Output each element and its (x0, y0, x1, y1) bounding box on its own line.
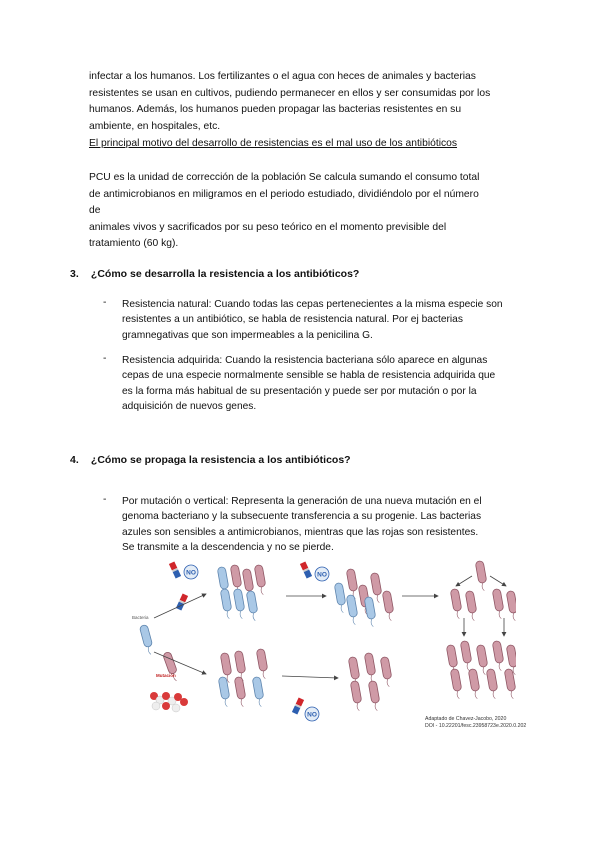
text-line: Por mutación o vertical: Representa la generación de una nueva mutación en el (122, 496, 482, 507)
section-4-heading (70, 454, 351, 466)
svg-text:NO: NO (307, 711, 317, 719)
bacteria-group-selected (334, 568, 395, 627)
bullet-vertical-mutation (122, 494, 514, 555)
antibiotic-icon (292, 697, 304, 714)
text-line: adquisición de nuevos genes. (122, 400, 257, 412)
bullet-acquired-resistance (122, 353, 514, 414)
text-line: genoma bacteriano y la subsecuente transferencia a su progenie. Las bacterias (122, 511, 482, 523)
text-line: infectar a los humanos. Los fertilizantes o el agua con heces de animales y bacterias (89, 71, 476, 82)
vertical-transfer-figure (126, 556, 516, 736)
text-line: Se transmite a la descendencia y no se pierde. (122, 541, 334, 553)
descendant-tree (446, 560, 516, 699)
text-line: gramnegativas que son impermeables a la penicilina G. (122, 329, 373, 341)
text-line: cepas de una especie normalmente sensible se habla de resistencia adquirida que (122, 370, 496, 382)
citation-doi: DOI - 10.22201/fesc.23958723e.2020.0.202 (425, 723, 527, 729)
figure-citation (425, 716, 526, 730)
bacteria-group-sensitive (217, 564, 267, 621)
dna-sphere-cluster (150, 692, 188, 712)
bullet-dash: - (103, 297, 107, 308)
section-title: ¿Cómo se propaga la resistencia a los antibióticos? (90, 454, 351, 466)
svg-text:NO: NO (186, 569, 196, 577)
text-line: humanos. Además, los humanos pueden propagar las bacterias resistentes en su (89, 104, 462, 116)
bacteria-group-resistant (348, 652, 393, 711)
bullet-dash: - (103, 353, 107, 364)
paragraph-1 (89, 69, 529, 135)
text-line: de antimicrobianos en miligramos en el periodo estudiado, dividiéndolo por el número (89, 188, 479, 200)
section-number: 4. (70, 454, 79, 466)
text-line: resistentes se usan en cultivos, pudiendo permanecer en ellos y ser consumidas por los (89, 87, 491, 99)
paragraph-2 (89, 170, 529, 253)
section-3-heading (70, 268, 359, 280)
text-line: animales vivos y sacrificados por su peso teórico en el momento previsible del (89, 221, 447, 233)
text-line: Resistencia natural: Cuando todas las cepas pertenecientes a la misma especie son (122, 299, 503, 310)
text-line: ambiente, en hospitales, etc. (89, 120, 221, 132)
antibiotic-icon (300, 561, 312, 578)
text-line: PCU es la unidad de corrección de la población Se calcula sumando el consumo total (89, 172, 480, 183)
no-badge (184, 565, 198, 579)
section-number: 3. (70, 268, 79, 280)
svg-text:NO: NO (317, 571, 327, 579)
text-line: es la forma más habitual de su presentación y puede ser por mutación o por la (122, 385, 477, 397)
origin-bacterium (139, 624, 154, 655)
text-line: tratamiento (60 kg). (89, 238, 179, 250)
text-line: azules son sensibles a antimicrobianos, mientras que las rojas son resistentes. (122, 526, 479, 538)
figure-label-bacteria: Bacteria (132, 615, 149, 620)
bacteria-group-mixed (218, 648, 269, 707)
no-badge (305, 707, 319, 721)
underlined-statement: El principal motivo del desarrollo de resistencias es el mal uso de los antibióticos (89, 138, 458, 149)
citation-source: Adaptado de Chavez-Jacobo, 2020 (425, 716, 507, 722)
antibiotic-icon (176, 593, 188, 610)
text-line: resistentes a un antibiótico, se habla de resistencia natural. Por ej bacterias (122, 314, 463, 326)
bullet-dash: - (103, 494, 107, 505)
text-line: de (89, 205, 101, 217)
bullet-natural-resistance (122, 297, 514, 343)
figure-label-mutation: Mutación (156, 673, 176, 678)
antibiotic-icon (169, 561, 181, 578)
no-badge (315, 567, 329, 581)
text-line: Resistencia adquirida: Cuando la resistencia bacteriana sólo aparece en algunas (122, 355, 488, 366)
section-title: ¿Cómo se desarrolla la resistencia a los antibióticos? (90, 268, 360, 280)
